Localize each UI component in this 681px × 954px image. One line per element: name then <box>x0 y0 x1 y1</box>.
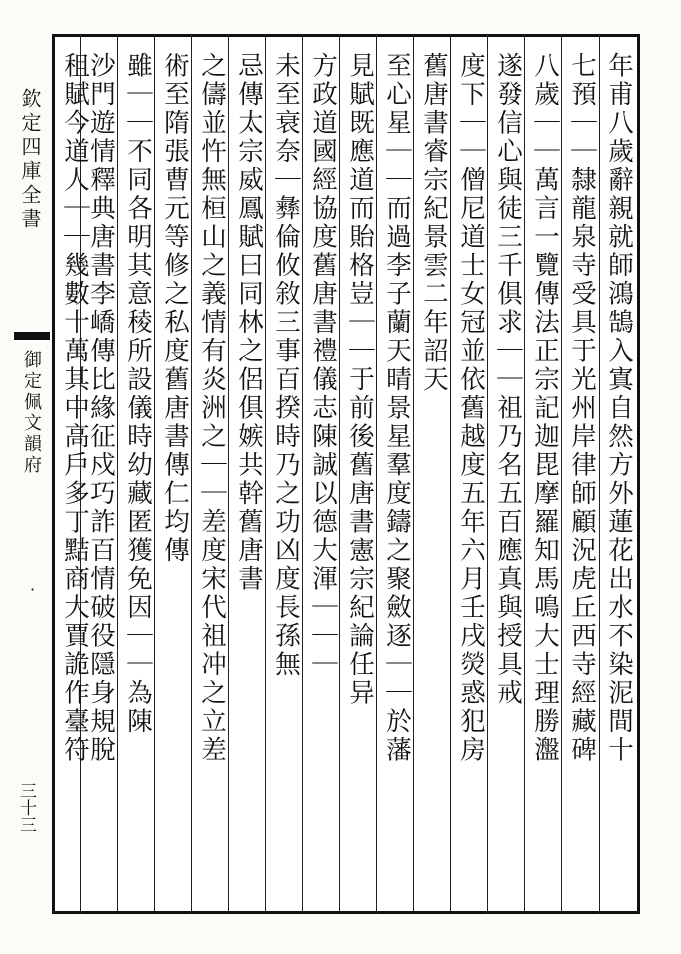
text-column: 見賦既應道而貽格豈｜｜于前後舊唐書憲宗紀論任异 <box>345 52 375 708</box>
text-column: 度下｜｜僧尼道士女冠並依舊越度五年六月壬戌熒惑犯房 <box>456 52 486 765</box>
text-column: 雖｜｜不同各明其意稜所設儀時幼藏匿獲免因｜｜為陳 <box>123 52 153 736</box>
text-column: 租賦今道人｜｜幾數十萬其中高戶多丁黠商大賈詭作臺符 <box>60 52 90 765</box>
text-column: 之儔並忤無桓山之義情有炎洲之｜｜差度宋代祖冲之立差 <box>197 52 227 765</box>
margin-mark: · <box>30 580 36 599</box>
page-margin <box>0 40 50 950</box>
fish-tail-mark <box>14 332 50 340</box>
text-column: 沙門遊情釋典唐書李嶠傳比緣征戍巧詐百情破役隱身規脫 <box>86 52 116 765</box>
collection-title: 欽定四庫全書 <box>18 88 42 232</box>
text-column: 方政道國經協度舊唐書禮儀志陳誠以德大渾｜｜｜ <box>308 52 338 679</box>
text-column: 術至隋張曹元等修之私度舊唐書傳仁均傳 <box>160 52 190 565</box>
text-column: 未至衰奈｜彝倫攸敘三事百揆時乃之功凶度長孫無 <box>271 52 301 679</box>
text-column: 年甫八歲辭親就師鴻鵠入寘自然方外蓮花出水不染泥間十 <box>604 52 634 765</box>
book-title: 御定佩文韻府 <box>21 350 42 476</box>
text-column: 舊唐書睿宗紀景雲二年詔天 <box>419 52 449 394</box>
text-column: 忌傳太宗威鳳賦曰同林之侶俱嫉共幹舊唐書 <box>234 52 264 594</box>
text-column: 遂發信心與徒三千俱求｜｜祖乃名五百應真與授具戒 <box>493 52 523 708</box>
text-column: 八歲｜｜萬言一覽傳法正宗記迦毘摩羅知馬鳴大士理勝瀊 <box>530 52 560 765</box>
page-number: 三十三 <box>16 782 36 833</box>
text-column: 七預｜｜隸龍泉寺受具于光州岸律師顧況虎丘西寺經藏碑 <box>567 52 597 765</box>
text-column: 至心星｜｜而過李子蘭天晴景星羣度鑄之聚斂逐｜｜於藩 <box>382 52 412 765</box>
